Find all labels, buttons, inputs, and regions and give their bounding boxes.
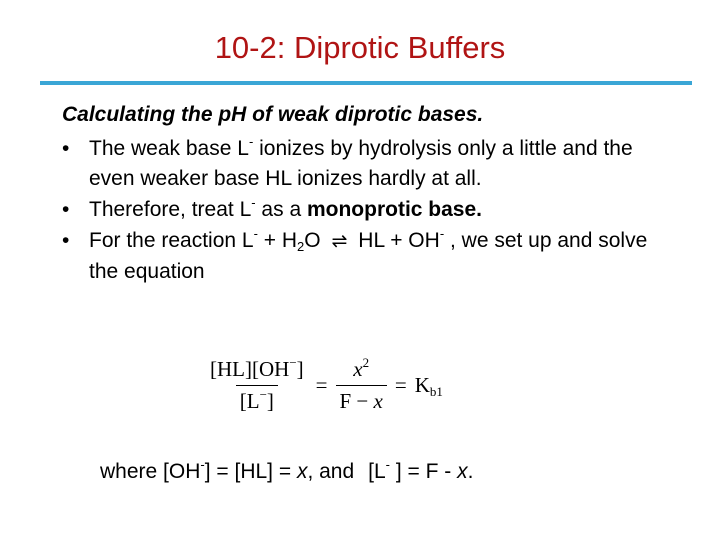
bullet-dot: • [62,137,70,160]
bullet-dot: • [62,229,70,252]
bullet-list [62,134,662,288]
equilibrium-equation [206,350,443,420]
bullet-text: The weak base L- ionizes by hydrolysis only a little and the even weaker base HL ionizes hardly at all. [89,134,633,190]
title-divider [40,81,692,85]
equilibrium-arrow-icon: ⇌ [331,231,348,252]
slide-title: 10-2: Diprotic Buffers [214,30,506,65]
bullet-text: Therefore, treat L- as a monoprotic base. [89,195,482,221]
bullet-item [62,134,662,194]
bullet-item [62,226,662,287]
where-statement: where [OH-] = [HL] = x, and [L- ] = F - x. [100,457,474,483]
bullet-dot: • [62,198,70,221]
section-heading: Calculating the pH of weak diprotic bases. [62,103,484,126]
bullet-text: For the reaction $L^- + H_2O$ ⇌ HL + OH- , we set up and solve the equation [89,226,648,283]
concentration-fraction: $\frac{[HL][OH^-]}{[L^-]}$ [210,354,304,413]
x-fraction: $\frac{x^2}{F - x}$ [336,357,387,414]
bullet-item [62,195,662,225]
equals-sign: = [315,372,328,397]
kb1-constant: $K_{b1}$ [414,372,443,399]
equals-sign: = [394,372,407,397]
